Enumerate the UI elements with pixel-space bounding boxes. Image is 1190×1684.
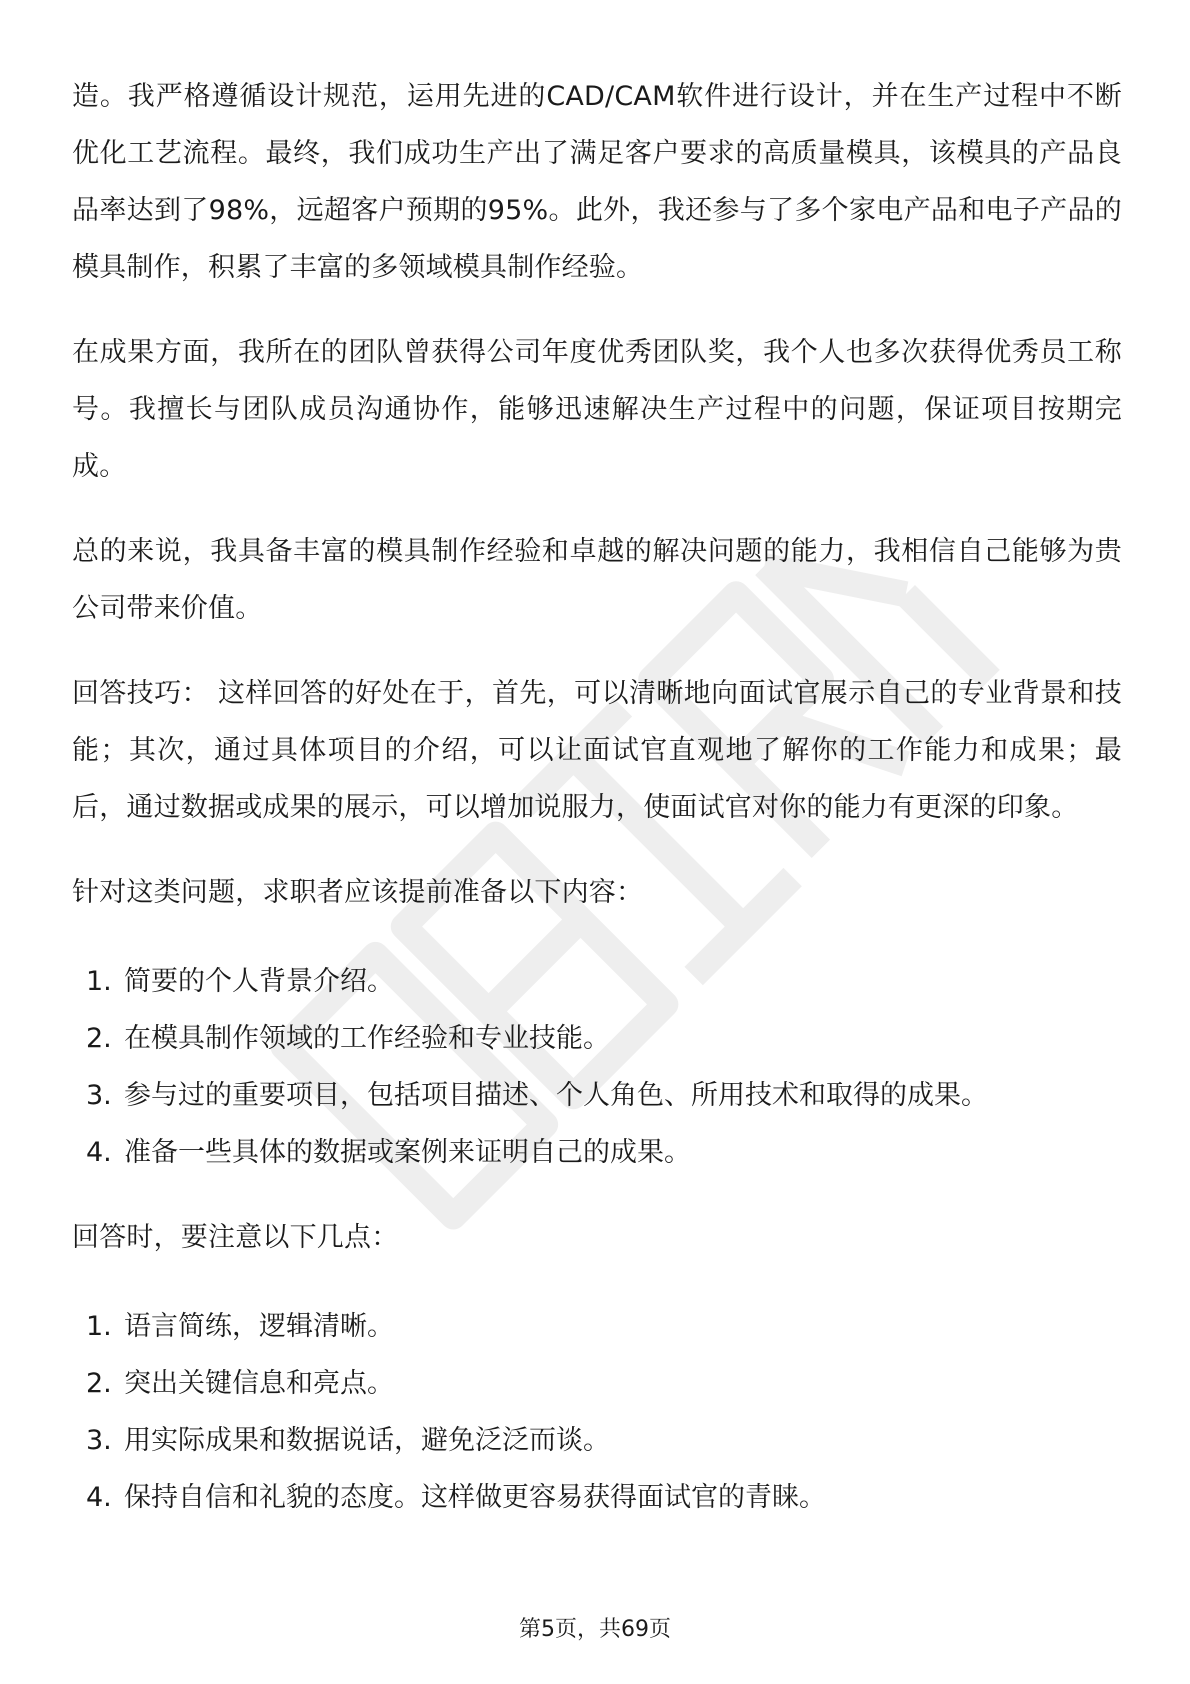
list-item-number: 1. — [86, 966, 112, 997]
paragraph-achievements: 在成果方面，我所在的团队曾获得公司年度优秀团队奖，我个人也多次获得优秀员工称号。我擅长与团队成员沟通协作，能够迅速解决生产过程中的问题，保证项目按期完成。 — [72, 337, 1122, 482]
list-item-number: 2. — [86, 1023, 112, 1054]
list-item — [72, 1010, 1122, 1067]
paragraph-prep-intro: 针对这类问题，求职者应该提前准备以下内容： — [72, 877, 644, 908]
paragraph-project-result: 造。我严格遵循设计规范，运用先进的CAD/CAM软件进行设计，并在生产过程中不断优化工艺流程。最终，我们成功生产出了满足客户要求的高质量模具，该模具的产品良品率达到了98%，远超客户预期的95%。此外，我还参与了多个家电产品和电子产品的模具制作，积累了丰富的多领域模具制作经验。 — [72, 81, 1122, 283]
list-item-number: 4. — [86, 1137, 112, 1168]
notes-list — [72, 1298, 1122, 1526]
list-item — [72, 1355, 1122, 1412]
list-item-number: 3. — [86, 1080, 112, 1111]
list-item-text: 用实际成果和数据说话，避免泛泛而谈。 — [124, 1425, 610, 1456]
list-item — [72, 1412, 1122, 1469]
list-item-text: 简要的个人背景介绍。 — [124, 966, 394, 997]
list-item — [72, 1067, 1122, 1124]
list-item — [72, 1469, 1122, 1526]
prep-list — [72, 953, 1122, 1181]
list-item-text: 突出关键信息和亮点。 — [124, 1368, 394, 1399]
paragraph-summary: 总的来说，我具备丰富的模具制作经验和卓越的解决问题的能力，我相信自己能够为贵公司带来价值。 — [72, 536, 1122, 624]
list-item-text: 保持自信和礼貌的态度。这样做更容易获得面试官的青睐。 — [124, 1482, 826, 1513]
list-item — [72, 953, 1122, 1010]
paragraph-answer-tips: 回答技巧： 这样回答的好处在于，首先，可以清晰地向面试官展示自己的专业背景和技能；其次，通过具体项目的介绍，可以让面试官直观地了解你的工作能力和成果；最后，通过数据或成果的展示，可以增加说服力，使面试官对你的能力有更深的印象。 — [72, 678, 1122, 823]
list-item-text: 在模具制作领域的工作经验和专业技能。 — [124, 1023, 610, 1054]
list-item — [72, 1298, 1122, 1355]
document-body — [72, 68, 1122, 1554]
list-item-number: 2. — [86, 1368, 112, 1399]
list-item-number: 4. — [86, 1482, 112, 1513]
page-number-footer: 第5页，共69页 — [519, 1617, 671, 1642]
list-item-number: 3. — [86, 1425, 112, 1456]
list-item-text: 语言简练，逻辑清晰。 — [124, 1311, 394, 1342]
list-item-number: 1. — [86, 1311, 112, 1342]
notes-heading: 回答时，要注意以下几点： — [72, 1222, 399, 1253]
list-item — [72, 1124, 1122, 1181]
list-item-text: 准备一些具体的数据或案例来证明自己的成果。 — [124, 1137, 691, 1168]
list-item-text: 参与过的重要项目，包括项目描述、个人角色、所用技术和取得的成果。 — [124, 1080, 988, 1111]
